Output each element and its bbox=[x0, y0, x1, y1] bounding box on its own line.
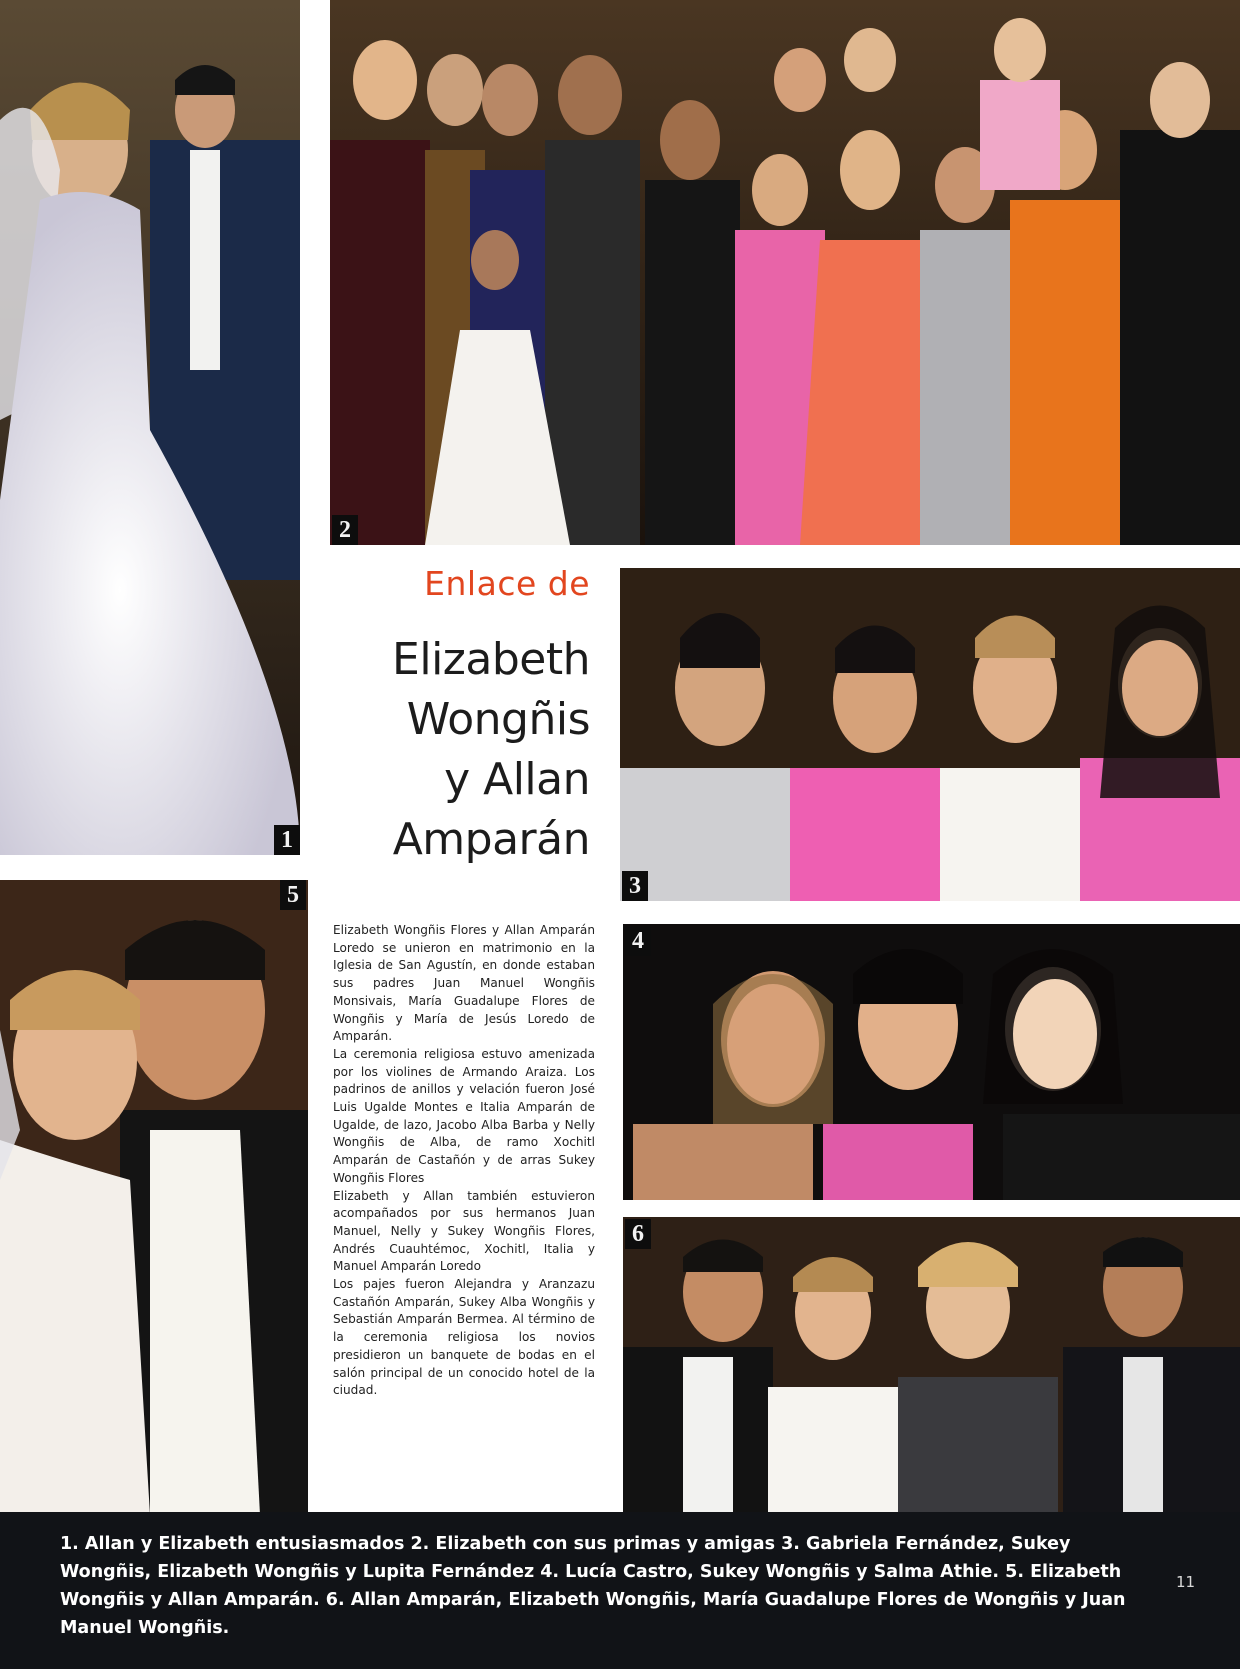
photo-5-image bbox=[0, 880, 308, 1515]
article-paragraph: Elizabeth y Allan también estuvieron acompañados por sus hermanos Juan Manuel, Nelly y Sukey Wongñis Flores, Andrés Cuauhtémoc, Xochitl, Italia y Manuel Amparán Loredo bbox=[333, 1188, 595, 1274]
photo-number: 4 bbox=[625, 926, 651, 956]
photo-4-image bbox=[623, 924, 1240, 1200]
photo-2 bbox=[330, 0, 1240, 545]
photo-captions: 1. Allan y Elizabeth entusiasmados 2. Elizabeth con sus primas y amigas 3. Gabriela Fernández, Sukey Wongñis, Elizabeth Wongñis y Lupita Fernández 4. Lucía Castro, Sukey Wongñis y Salma Athie. 5. Elizabeth Wongñis y Allan Amparán. 6. Allan Amparán, Elizabeth Wongñis, María Guadalupe Flores de Wongñis y Juan Manuel Wongñis. bbox=[60, 1534, 1126, 1638]
article-body bbox=[333, 922, 595, 1400]
photo-number: 6 bbox=[625, 1219, 651, 1249]
photo-6-image bbox=[623, 1217, 1240, 1512]
photo-3 bbox=[620, 568, 1240, 901]
photo-number: 3 bbox=[622, 871, 648, 901]
photo-4 bbox=[623, 924, 1240, 1200]
title-line: Amparán bbox=[392, 814, 590, 865]
article-paragraph: Los pajes fueron Alejandra y Aranzazu Castañón Amparán, Sukey Alba Wongñis y Sebastián Amparán Bermea. Al término de la ceremonia religiosa los novios presidieron un banquete de bodas en el salón principal de un conocido hotel de la ciudad. bbox=[333, 1277, 595, 1398]
photo-3-image bbox=[620, 568, 1240, 901]
photo-1-image bbox=[0, 0, 300, 855]
article-paragraph: La ceremonia religiosa estuvo amenizada por los violines de Armando Araiza. Los padrinos de anillos y velación fueron José Luis Ugalde Montes e Italia Amparán de Ugalde, de lazo, Jacobo Alba Barba y Nelly Wongñis de Alba, de ramo Xochitl Amparán de Castañón y de arras Sukey Wongñis Flores bbox=[333, 1046, 595, 1185]
title-prefix: Enlace de bbox=[424, 564, 590, 603]
photo-number: 2 bbox=[332, 515, 358, 545]
title-line: y Allan bbox=[444, 754, 590, 805]
title-line: Wongñis bbox=[406, 694, 590, 745]
photo-1 bbox=[0, 0, 300, 855]
page-number: 11 bbox=[1176, 1573, 1196, 1591]
article-paragraph: Elizabeth Wongñis Flores y Allan Amparán Loredo se unieron en matrimonio en la Iglesia de San Agustín, en donde estaban sus padres Juan Manuel Wongñis Monsivais, María Guadalupe Flores de Wongñis y María de Jesús Loredo de Amparán. bbox=[333, 923, 595, 1044]
photo-2-image bbox=[330, 0, 1240, 545]
title-line: Elizabeth bbox=[392, 634, 590, 685]
photo-number: 1 bbox=[274, 825, 300, 855]
photo-5 bbox=[0, 880, 308, 1515]
photo-number: 5 bbox=[280, 880, 306, 910]
photo-6 bbox=[623, 1217, 1240, 1512]
